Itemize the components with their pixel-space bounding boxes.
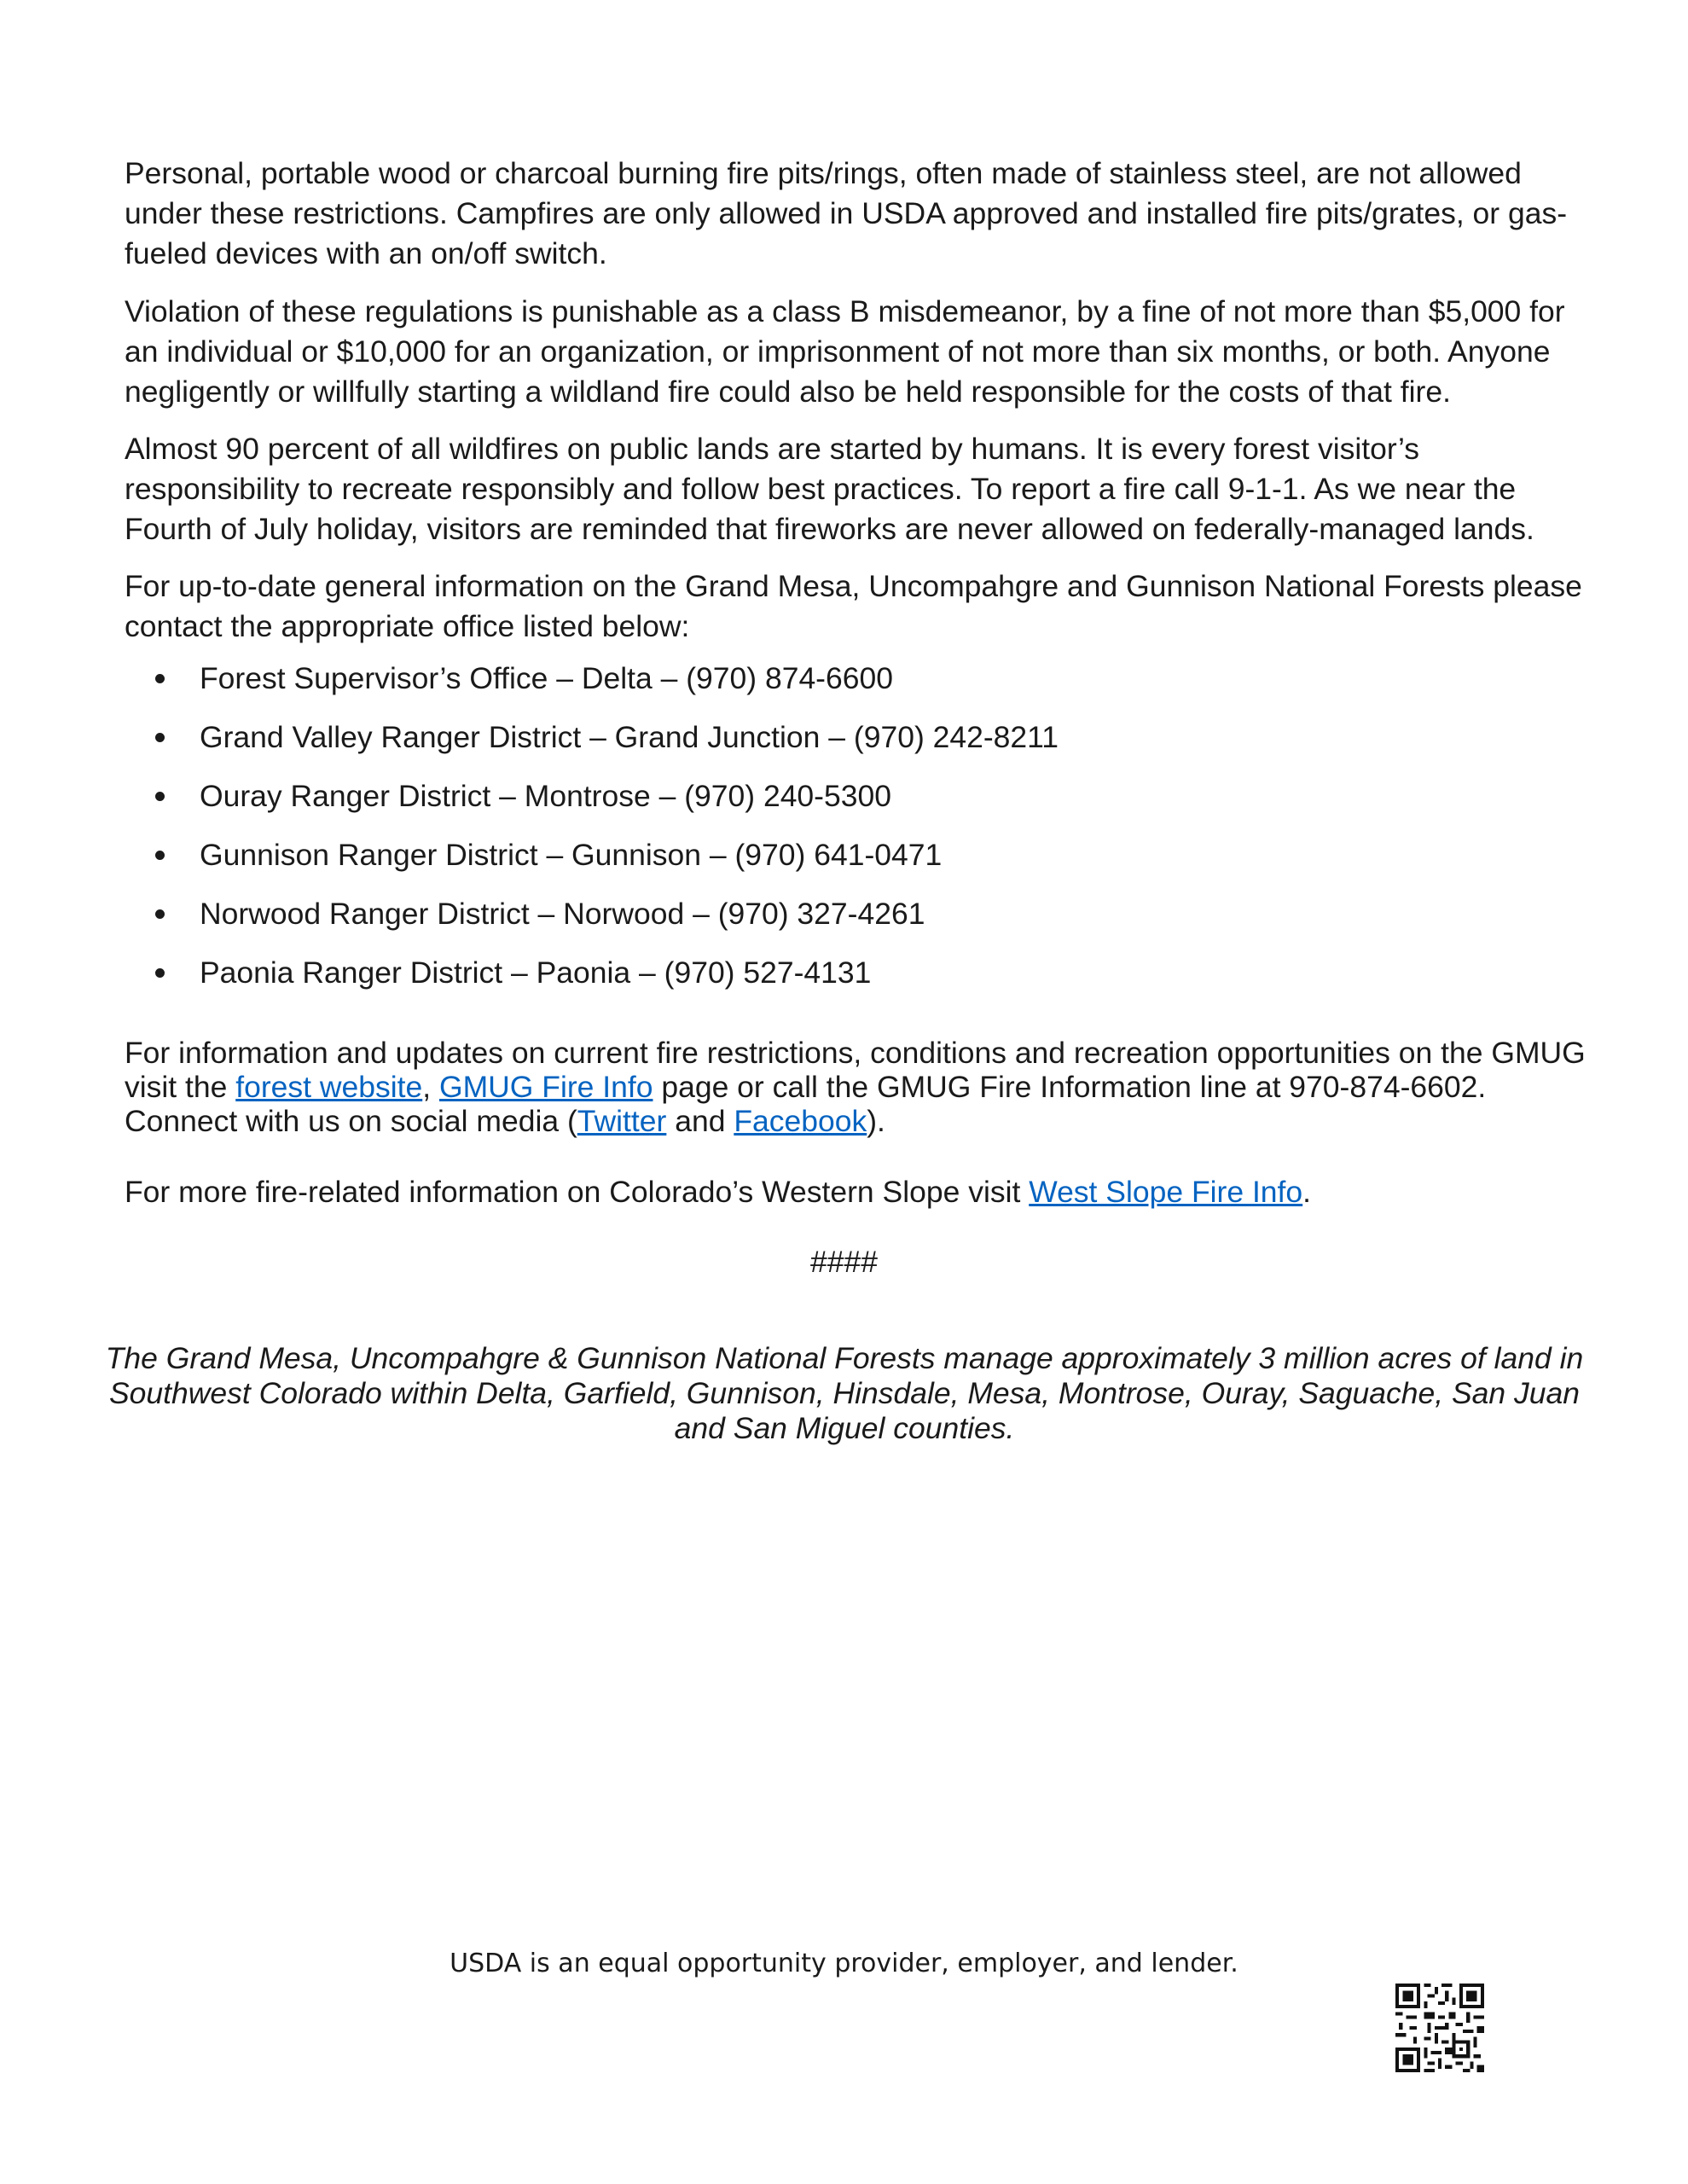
list-item: Norwood Ranger District – Norwood – (970) 327-4261 bbox=[125, 894, 1575, 953]
boilerplate-statement: The Grand Mesa, Uncompahgre & Gunnison National Forests manage approximately 3 million acres of land in Southwest Colorado within Delta, Garfield, Gunnison, Hinsdale, Mesa, Montrose, Ouray, Saguache, San Juan and San Miguel counties. bbox=[105, 1341, 1584, 1445]
list-item: Forest Supervisor’s Office – Delta – (970) 874-6600 bbox=[125, 659, 1575, 717]
paragraph-west-slope: For more fire-related information on Colorado’s Western Slope visit West Slope Fire Info. bbox=[125, 1175, 1312, 1209]
list-item: Grand Valley Ranger District – Grand Junction – (970) 242-8211 bbox=[125, 717, 1575, 776]
paragraph-wildfires: Almost 90 percent of all wildfires on public lands are started by humans. It is every forest visitor’s responsibility to recreate responsibly and follow best practices. To report a fire call 9-1-1. As we near the Fourth of July holiday, visitors are reminded that fireworks are never allowed on federally-managed lands. bbox=[125, 432, 1534, 546]
qr-code-icon bbox=[1395, 1984, 1484, 2072]
bullet-icon bbox=[155, 674, 165, 683]
list-item: Gunnison Ranger District – Gunnison – (970) 641-0471 bbox=[125, 835, 1575, 894]
bullet-icon bbox=[155, 733, 165, 742]
end-mark: #### bbox=[810, 1245, 878, 1279]
paragraph-fire-pits: Personal, portable wood or charcoal burning fire pits/rings, often made of stainless steel, are not allowed under these restrictions. Campfires are only allowed in USDA approved and installed fire pits/grates, or gas-fueled devices with an on/off switch. bbox=[125, 156, 1568, 270]
bullet-icon bbox=[155, 792, 165, 801]
footer-equal-opportunity: USDA is an equal opportunity provider, employer, and lender. bbox=[450, 1949, 1238, 1978]
paragraph-violation: Violation of these regulations is punishable as a class B misdemeanor, by a fine of not more than $5,000 for an individual or $10,000 for an organization, or imprisonment of not more than six months, or both. Anyone negligently or willfully starting a wildland fire could also be held responsible for the costs of that fire. bbox=[125, 294, 1565, 409]
west-slope-fire-info-link[interactable]: West Slope Fire Info bbox=[1029, 1175, 1303, 1209]
bullet-icon bbox=[155, 909, 165, 919]
gmug-fire-info-link[interactable]: GMUG Fire Info bbox=[438, 1070, 653, 1104]
office-list bbox=[125, 659, 1575, 1012]
paragraph-updates: For information and updates on current fire restrictions, conditions and recreation opportunities on the GMUG visit the forest website, GMUG Fire Info page or call the GMUG Fire Information line at 970-874-6602. Connect with us on social media (Twitter and Facebook). bbox=[125, 1036, 1586, 1138]
forest-website-link[interactable]: forest website bbox=[235, 1070, 423, 1104]
list-item: Ouray Ranger District – Montrose – (970) 240-5300 bbox=[125, 776, 1575, 835]
list-item: Paonia Ranger District – Paonia – (970) 527-4131 bbox=[125, 953, 1575, 1012]
bullet-icon bbox=[155, 968, 165, 978]
twitter-link[interactable]: Twitter bbox=[577, 1104, 667, 1138]
bullet-icon bbox=[155, 851, 165, 860]
facebook-link[interactable]: Facebook bbox=[734, 1104, 867, 1138]
paragraph-contact-intro: For up-to-date general information on the Grand Mesa, Uncompahgre and Gunnison National Forests please contact the appropriate office listed below: bbox=[125, 569, 1582, 643]
